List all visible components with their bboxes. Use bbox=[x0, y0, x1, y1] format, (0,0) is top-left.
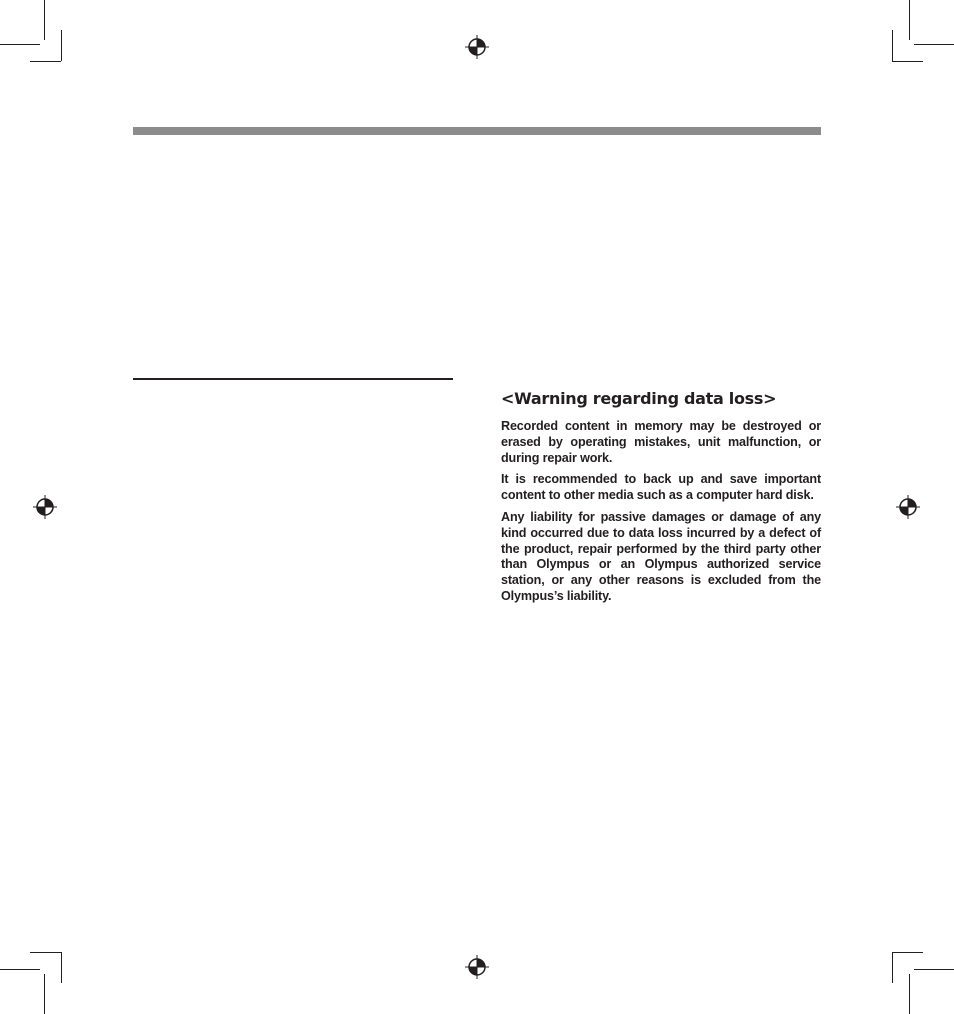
crop-mark-top-left-horizontal bbox=[0, 44, 40, 45]
header-bar bbox=[133, 127, 821, 135]
crop-mark-top-right-inner-vertical bbox=[892, 30, 893, 61]
crop-mark-bottom-left-inner-horizontal bbox=[30, 952, 61, 953]
warning-title: <Warning regarding data loss> bbox=[501, 389, 777, 408]
crop-mark-bottom-left-inner-vertical bbox=[61, 952, 62, 983]
registration-mark-icon bbox=[465, 35, 489, 59]
registration-mark-icon bbox=[465, 955, 489, 979]
crop-mark-bottom-right-inner-horizontal bbox=[892, 952, 923, 953]
crop-mark-top-left-vertical bbox=[44, 0, 45, 40]
crop-mark-bottom-right-horizontal bbox=[914, 969, 954, 970]
crop-mark-top-right-horizontal bbox=[914, 44, 954, 45]
crop-mark-bottom-right-vertical bbox=[909, 974, 910, 1014]
crop-mark-top-left-inner-vertical bbox=[61, 30, 62, 61]
crop-mark-top-right-inner-horizontal bbox=[892, 61, 923, 62]
section-divider bbox=[133, 378, 453, 380]
warning-paragraph: Recorded content in memory may be destroyed or erased by operating mistakes, unit malfunction, or during repair work. bbox=[501, 419, 821, 465]
crop-mark-bottom-right-inner-vertical bbox=[892, 952, 893, 983]
crop-mark-bottom-left-horizontal bbox=[0, 969, 40, 970]
crop-mark-bottom-left-vertical bbox=[44, 974, 45, 1014]
registration-mark-icon bbox=[33, 495, 57, 519]
registration-mark-icon bbox=[896, 495, 920, 519]
crop-mark-top-right-vertical bbox=[909, 0, 910, 40]
crop-mark-top-left-inner-horizontal bbox=[30, 61, 61, 62]
warning-paragraph: It is recommended to back up and save important content to other media such as a computer hard disk. bbox=[501, 472, 821, 503]
warning-section bbox=[501, 388, 821, 611]
warning-paragraph: Any liability for passive damages or damage of any kind occurred due to data loss incurred by a defect of the product, repair performed by the third party other than Olympus or an Olympus authorized service station, or any other reasons is excluded from the Olympus’s liability. bbox=[501, 509, 821, 603]
